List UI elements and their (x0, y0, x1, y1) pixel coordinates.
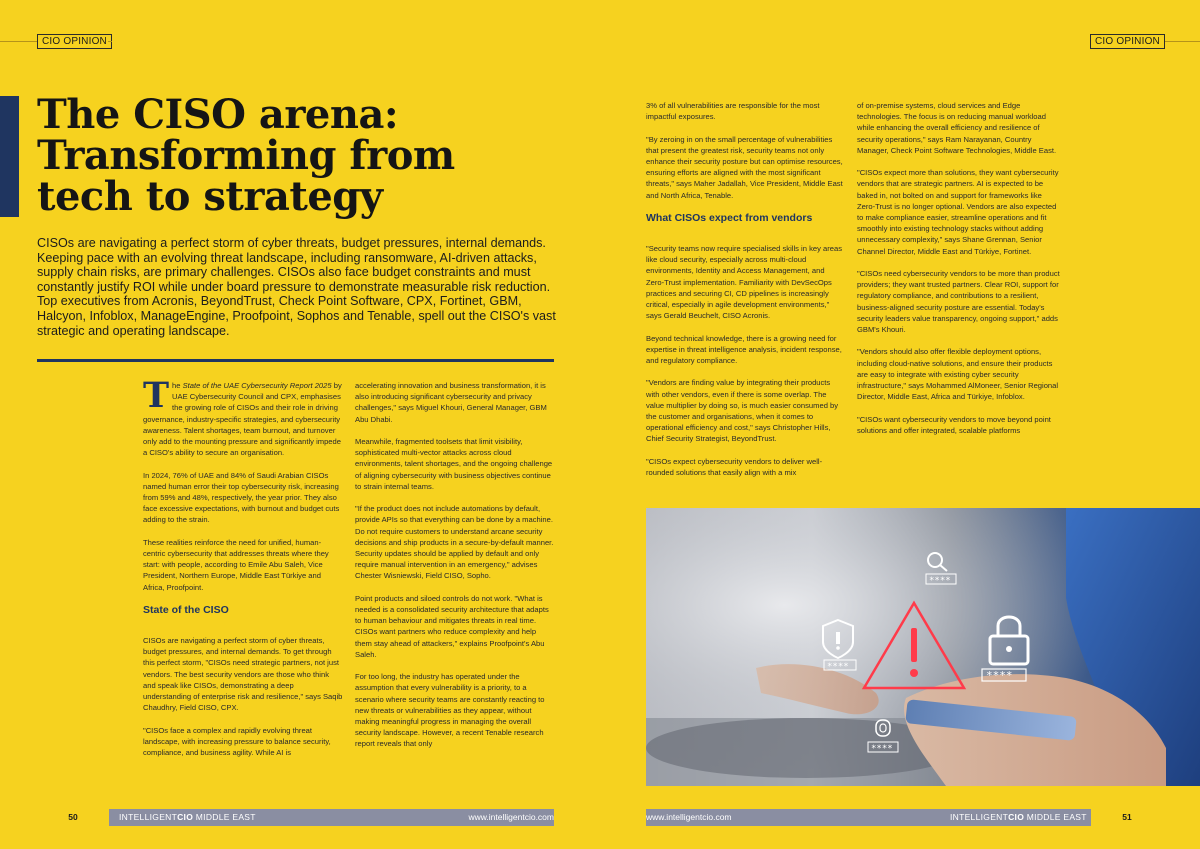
paragraph: "CISOs face a complex and rapidly evolving threat landscape, with increasing pressure to balance security, compliance, and business agility. While AI is (143, 725, 331, 758)
standfirst: CISOs are navigating a perfect storm of cyber threats, budget pressures, internal demands. Keeping pace with an evolving threat landscape, including ransomware, AI-driven attacks, supply chain risks, are primary challenges. CISOs also face budget constraints and must constantly justify ROI while under board pressure to demonstrate measurable risk reduction. Top executives from Acronis, BeyondTrust, Check Point Software, CPX, Fortinet, GBM, Halcyon, Infoblox, ManageEngine, Proofpoint, Sophos and Tenable, spell out the CISO's vast strategic and operating landscape. (37, 236, 556, 338)
paragraph: accelerating innovation and business transformation, it is also introducing significant cybersecurity and privacy challenges," says Miguel Khouri, General Manager, GBM Abu Dhabi. (355, 381, 547, 424)
page-number-right: 51 (1091, 809, 1163, 826)
paragraph: Meanwhile, fragmented toolsets that limit visibility, sophisticated multi-vector attacks across cloud environments, talent shortages, and the ongoing challenge of aligning cybersecurity with business objectives continue to strain internal teams. (355, 437, 553, 491)
article-column-4 (857, 100, 1060, 436)
paragraph: Point products and siloed controls do not work. "What is needed is a consolidated security architecture that adapts to human behaviour and mitigates threats in real time. CISOs want partners who reduce complexity and help them stay ahead of attackers," explains Proofpoint's Abu Saleh. (355, 593, 549, 659)
paragraph: "By zeroing in on the small percentage of vulnerabilities that present the greatest risk, security teams not only enhance their security posture but can optimise resources, ensuring efforts are aligned with the most significant threats," says Maher Jadallah, Vice President, Middle East and North Africa, Tenable. (646, 134, 843, 200)
article-column-2 (355, 380, 555, 750)
divider-rule (37, 359, 554, 362)
page-number-left: 50 (37, 809, 109, 826)
headline-line-3: tech to strategy (37, 173, 383, 220)
article-column-1 (143, 375, 343, 758)
footer-left (37, 809, 554, 826)
footer-right (646, 809, 1163, 826)
paragraph: of on-premise systems, cloud services and Edge technologies. The focus is on reducing manual workload while enhancing the overall efficiency and resilience of security operations," says Ram Narayanan, Country Manager, Check Point Software Technologies, Middle East. (857, 101, 1057, 155)
headline-line-2: Transforming from (37, 132, 455, 179)
section-tag-left: CIO OPINION (37, 34, 112, 49)
paragraph: These realities reinforce the need for unified, human-centric cybersecurity that addresses threats where they start: with people, according to Emile Abu Saleh, Vice President, Northern Europe, Middle East Türkiye and Africa, Proofpoint. (143, 537, 329, 592)
paragraph: "Vendors are finding value by integrating their products with other vendors, even if there is some overlap. The value multiplier by doing so, is much easier consumed by the customer and organisations, when it comes to operational efficiency and cost," says Christopher Hills, Chief Security Strategist, BeyondTrust. (646, 378, 839, 444)
paragraph: "CISOs expect more than solutions, they want cybersecurity vendors that are strategic partners. AI is expected to be baked in, not bolted on and support for frameworks like Zero-Trust is no longer optional. Vendors are also expected to make compliance easier, streamline operations and fit smoothly into existing technology stacks without adding unnecessary complexity," says Shane Grennan, Senior Channel Director, Middle East and Türkiye, Fortinet. (857, 168, 1059, 256)
intro-paragraph (143, 375, 343, 458)
website-url-right[interactable]: www.intelligentcio.com (646, 812, 732, 822)
article-column-3 (646, 100, 844, 478)
password-mask-fingerprint: **** (871, 744, 893, 754)
paragraph: 3% of all vulnerabilities are responsible for the most impactful exposures. (646, 101, 820, 122)
headline-line-1: The CISO arena: (37, 91, 399, 138)
paragraph: "CISOs want cybersecurity vendors to move beyond point solutions and offer integrated, scalable platforms (857, 414, 1051, 435)
password-mask-magnifier: **** (929, 576, 951, 586)
headline (37, 91, 557, 220)
security-photo (646, 508, 1200, 786)
subheading-state-of-ciso: State of the CISO (143, 604, 229, 617)
photo-illustration (646, 508, 1200, 786)
password-mask-padlock: **** (986, 669, 1013, 682)
intro-post: by UAE Cybersecurity Council and CPX, emphasises the growing role of CISOs and their role in driving governance, industry-specific strategies, and cybersecurity awareness. Talent shortages, team burnout, and turnover only add to the mounting pressure and significantly impede a CISO's ability to secure an organisation. (143, 381, 342, 458)
password-mask-shield: **** (827, 662, 849, 672)
intro-pre: he (172, 381, 183, 390)
paragraph: "Vendors should also offer flexible deployment options, including cloud-native solutions, and ensure their products are easy to integrate with existing cyber security infrastructure," says Mohammed AlMoneer, Senior Regional Director, Middle East, Africa and Türkiye, Infoblox. (857, 347, 1059, 402)
paragraph: "Security teams now require specialised skills in key areas like cloud security, especially across multi-cloud environments, Identity and Access Management, and Zero-Trust implementation. Familiarity with DevSecOps practices and securing CI, CD pipelines is increasingly critical, especially in agile development environments," says Gerald Beuchelt, CISO Acronis. (646, 244, 842, 321)
paragraph: "If the product does not include automations by default, provide APIs so that everything can be done by a machine. Do not require customers to understand arcane security decisions and ship products in a secure-by-default manner. Security updates should be applied by default and only require manual intervention in an emergency," advises Chester Wisniewski, Field CISO, Sopho. (355, 504, 554, 581)
headline-accent-bar (0, 96, 19, 217)
dropcap: T (143, 375, 170, 416)
tag-rule-right (1160, 41, 1200, 42)
website-url-left[interactable]: www.intelligentcio.com (468, 812, 554, 822)
subheading-vendors: What CISOs expect from vendors (646, 212, 813, 224)
report-title: State of the UAE Cybersecurity Report 2025 (182, 381, 332, 390)
paragraph: "CISOs expect cybersecurity vendors to deliver well-rounded solutions that easily align with a mix (646, 456, 823, 478)
paragraph: Beyond technical knowledge, there is a growing need for expertise in threat intelligence analysis, incident response, and regulatory compliance. (646, 333, 842, 366)
paragraph: For too long, the industry has operated under the assumption that every vulnerability is a priority, to a scenario where security teams are constantly reacting to new threats or vulnerabilities as they appear, without making meaningful progress in managing the overall security landscape. However, a recent Tenable research report reveals that only (355, 672, 545, 749)
publication-name-left: INTELLIGENTCIO MIDDLE EAST (119, 812, 256, 822)
publication-name-right: INTELLIGENTCIO MIDDLE EAST (950, 812, 1087, 822)
paragraph: "CISOs need cybersecurity vendors to be more than product providers; they want trusted partners. Clear ROI, support for regulatory compliance, and contributions to a resilient, business-aligned security posture are essential. Today's security leaders value transparency, ongoing support," adds GBM's Khouri. (857, 269, 1060, 335)
section-tag-right: CIO OPINION (1090, 34, 1165, 49)
paragraph: In 2024, 76% of UAE and 84% of Saudi Arabian CISOs named human error their top cybersecurity risk, increasing from 59% and 48%, respectively, the year prior. They also face excessive expectations, with burnout and budget cuts adding to the strain. (143, 470, 340, 525)
tag-rule-left (0, 41, 40, 42)
tag-rule-left-end (108, 41, 112, 42)
paragraph: CISOs are navigating a perfect storm of cyber threats, budget pressures, and internal demands. To get through this perfect storm, "CISOs need strategic partners, not just vendors. The best security vendors are those who think and speak like CISOs, demonstrating a deep understanding of enterprise risk and resilience," says Saqib Chaudhry, Field CISO, CPX. (143, 636, 343, 713)
